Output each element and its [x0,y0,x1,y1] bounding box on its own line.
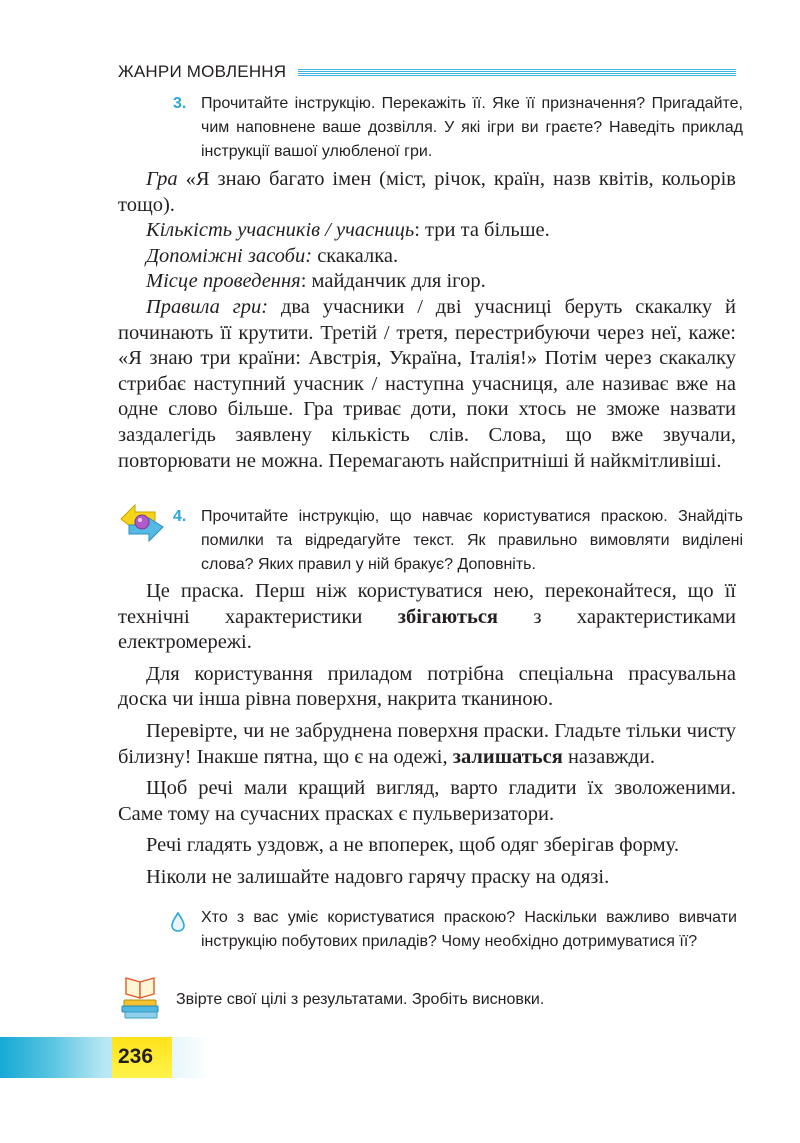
task-text: Прочитайте інструкцію. Перекажіть її. Яке її призначення? Пригадайте, чим наповнене ваше дозвілля. У які ігри ви граєте? Наведіть приклад інструкції вашої улюбленої гри. [201,95,743,160]
task-3 [173,92,743,164]
rules-text: два учасники / дві учасниці беруть скакалку й починають її крутити. Третій / третя, перестрибуючи через неї, каже: «Я знаю три країни: Австрія, Україна, Італія!» Потім через скакалку стрибає наступний учасник / наступна учасниця, але називає вже на одне слово більше. Гра триває доти, поки хтось не зможе назвати заздалегідь заявлену кількість слів. Слова, що вже звучали, повторювати не можна. Перемагають найспритніші й найкмітливіші. [118,295,736,472]
game-title-paragraph [118,167,736,218]
header-rule [298,69,736,76]
running-header: ЖАНРИ МОВЛЕННЯ [118,62,287,81]
drop-icon [171,912,185,932]
task-number: 4. [173,508,187,525]
iron-paragraph-2: Для користування приладом потрібна спеціальна прасувальна доска чи інша рівна поверхня, накрита тканиною. [118,662,736,711]
aids-paragraph [118,244,736,270]
text-run: Перевірте, чи не забруднена поверхня праски. Гладьте тільки чисту білизну! Інакше пятна, що є на одежі, [118,719,736,768]
participants-paragraph [118,218,736,244]
text-run: Це праска. Перш ніж користуватися нею, переконайтеся, що її технічні характеристики [118,580,736,628]
participants-label: Кількість учасників / учасниць [146,219,415,242]
place-label: Місце проведення [146,270,301,293]
place-text: : майданчик для ігор. [300,270,486,293]
iron-instruction [118,579,736,891]
iron-paragraph-6: Ніколи не залишайте надовго гарячу праску на одязі. [146,865,610,888]
highlighted-word: збігаються [397,605,499,628]
discussion-question: Хто з вас уміє користуватися праскою? Наскільки важливо вивчати інструкцію побутових приладів? Чому необхідно дотримуватися її? [201,909,737,950]
reflection-prompt: Звірте свої цілі з результатами. Зробіть висновки. [176,991,545,1008]
text-run: з характеристиками електромережі. [118,605,736,654]
rules-paragraph [118,295,736,474]
exchange-arrows-icon [117,497,167,547]
text-run: назавжди. [562,745,655,768]
highlighted-word: залишаться [452,745,563,768]
rules-label: Правила гри: [146,295,269,318]
task-number: 3. [173,95,187,112]
game-instruction [118,167,736,474]
task-4 [173,505,743,577]
iron-paragraph-5: Речі гладять уздовж, а не впоперек, щоб одяг зберігав форму. [146,834,679,857]
aids-text: скакалка. [312,244,399,267]
aids-label: Допоміжні засоби: [146,244,313,267]
place-paragraph [118,269,736,295]
task-text: Прочитайте інструкцію, що навчає користуватися праскою. Знайдіть помилки та відредагуйте текст. Як правильно вимовляти виділені слова? Яких правил у ній бракує? Доповніть. [201,508,743,573]
iron-paragraph-1 [118,579,736,656]
participants-text: : три та більше. [414,219,550,242]
iron-paragraph-4: Щоб речі мали кращий вигляд, варто гладити їх зволоженими. Саме тому на сучасних прасках є пульверизатори. [118,777,736,825]
books-icon [118,974,164,1022]
page-number: 236 [118,1045,154,1068]
game-title-text: «Я знаю багато імен (міст, річок, країн, назв квітів, кольорів тощо). [118,168,736,216]
iron-paragraph-3 [118,719,736,770]
game-title-label: Гра [146,168,178,190]
